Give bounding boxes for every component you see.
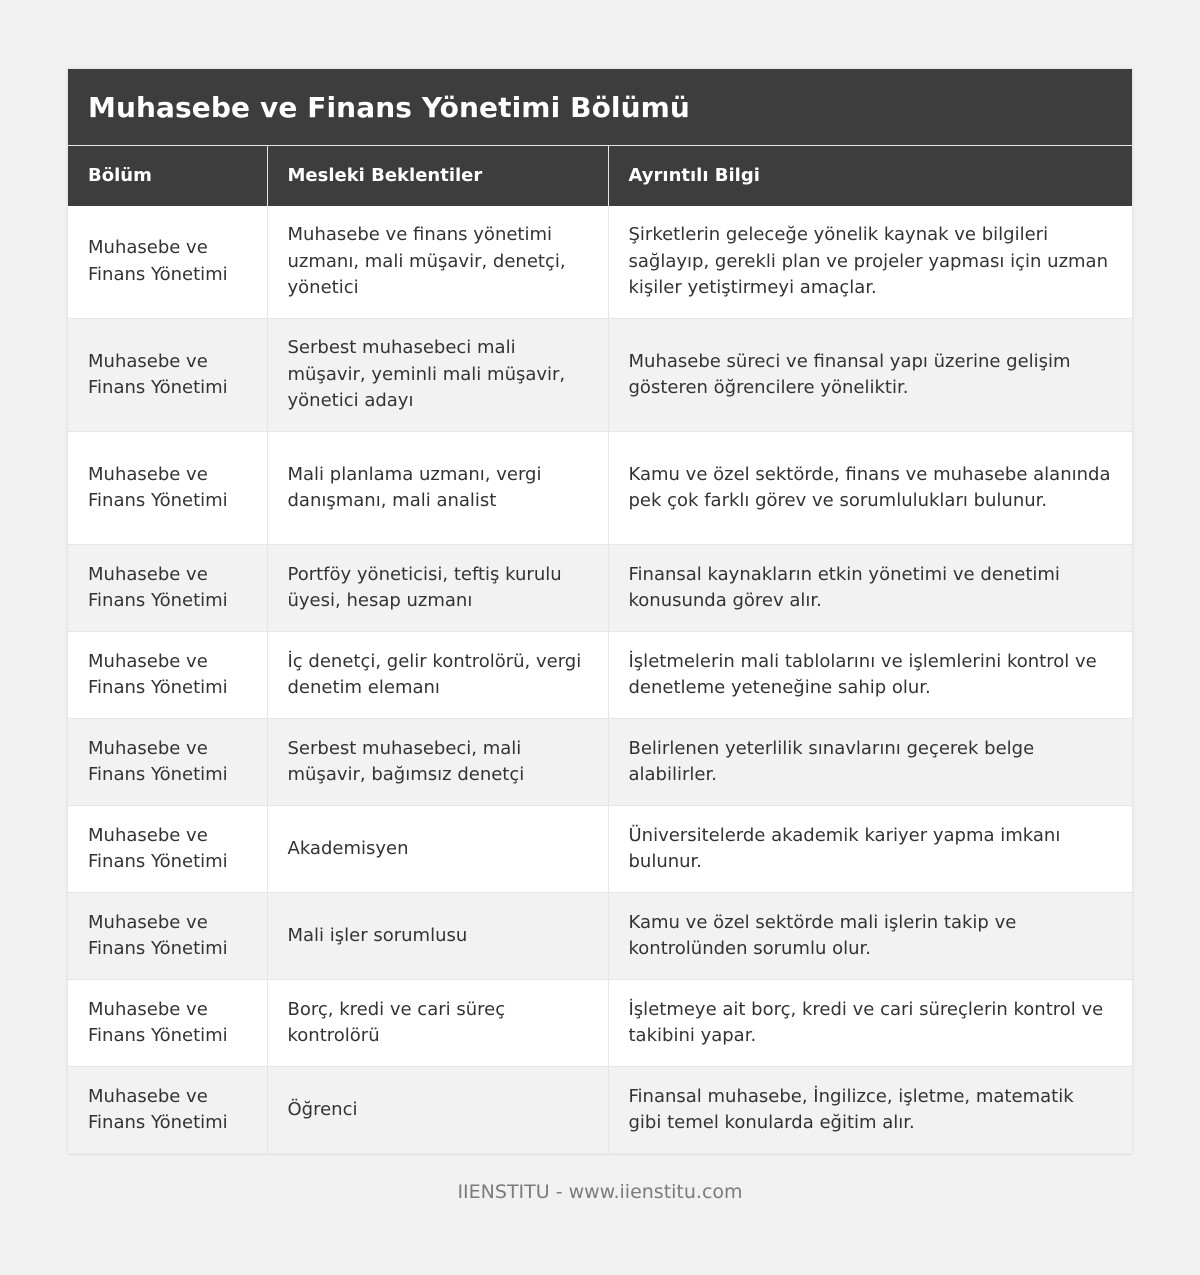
table-row	[68, 893, 1132, 980]
cell-bolum: Muhasebe ve Finans Yönetimi	[68, 319, 267, 432]
cell-bolum: Muhasebe ve Finans Yönetimi	[68, 545, 267, 632]
cell-bolum: Muhasebe ve Finans Yönetimi	[68, 1067, 267, 1154]
cell-beklenti: Öğrenci	[267, 1067, 608, 1154]
table-row	[68, 319, 1132, 432]
table-card	[68, 69, 1132, 1154]
cell-beklenti: Portföy yöneticisi, teftiş kurulu üyesi, hesap uzmanı	[267, 545, 608, 632]
cell-beklenti: İç denetçi, gelir kontrolörü, vergi denetim elemanı	[267, 632, 608, 719]
cell-bolum: Muhasebe ve Finans Yönetimi	[68, 980, 267, 1067]
cell-bilgi: Finansal muhasebe, İngilizce, işletme, matematik gibi temel konularda eğitim alır.	[608, 1067, 1132, 1154]
cell-beklenti: Mali işler sorumlusu	[267, 893, 608, 980]
cell-bilgi: Muhasebe süreci ve finansal yapı üzerine gelişim gösteren öğrencilere yöneliktir.	[608, 319, 1132, 432]
cell-bilgi: Şirketlerin geleceğe yönelik kaynak ve bilgileri sağlayıp, gerekli plan ve projeler yapması için uzman kişiler yetiştirmeyi amaçlar.	[608, 206, 1132, 319]
cell-beklenti: Serbest muhasebeci, mali müşavir, bağımsız denetçi	[267, 719, 608, 806]
table-title: Muhasebe ve Finans Yönetimi Bölümü	[88, 90, 690, 124]
cell-beklenti: Serbest muhasebeci mali müşavir, yeminli mali müşavir, yönetici adayı	[267, 319, 608, 432]
table-row	[68, 806, 1132, 893]
table-row	[68, 1067, 1132, 1154]
table-row	[68, 432, 1132, 545]
table-body	[68, 206, 1132, 1154]
cell-bilgi: Kamu ve özel sektörde, finans ve muhasebe alanında pek çok farklı görev ve sorumlulukları bulunur.	[608, 432, 1132, 545]
cell-bolum: Muhasebe ve Finans Yönetimi	[68, 893, 267, 980]
cell-bilgi: Belirlenen yeterlilik sınavlarını geçerek belge alabilirler.	[608, 719, 1132, 806]
cell-beklenti: Mali planlama uzmanı, vergi danışmanı, mali analist	[267, 432, 608, 545]
table-title-bar	[68, 69, 1132, 145]
cell-bolum: Muhasebe ve Finans Yönetimi	[68, 632, 267, 719]
cell-bolum: Muhasebe ve Finans Yönetimi	[68, 432, 267, 545]
column-header-ayrintili-bilgi: Ayrıntılı Bilgi	[608, 146, 1132, 206]
column-header-bolum: Bölüm	[68, 146, 267, 206]
cell-bolum: Muhasebe ve Finans Yönetimi	[68, 206, 267, 319]
table-row	[68, 980, 1132, 1067]
cell-bolum: Muhasebe ve Finans Yönetimi	[68, 806, 267, 893]
header-row	[68, 146, 1132, 206]
cell-bolum: Muhasebe ve Finans Yönetimi	[68, 719, 267, 806]
cell-bilgi: İşletmeye ait borç, kredi ve cari süreçlerin kontrol ve takibini yapar.	[608, 980, 1132, 1067]
cell-bilgi: Finansal kaynakların etkin yönetimi ve denetimi konusunda görev alır.	[608, 545, 1132, 632]
cell-beklenti: Akademisyen	[267, 806, 608, 893]
cell-beklenti: Borç, kredi ve cari süreç kontrolörü	[267, 980, 608, 1067]
table-row	[68, 719, 1132, 806]
career-table	[68, 145, 1132, 1154]
cell-bilgi: Kamu ve özel sektörde mali işlerin takip ve kontrolünden sorumlu olur.	[608, 893, 1132, 980]
table-row	[68, 206, 1132, 319]
cell-bilgi: İşletmelerin mali tablolarını ve işlemlerini kontrol ve denetleme yeteneğine sahip olur.	[608, 632, 1132, 719]
cell-beklenti: Muhasebe ve finans yönetimi uzmanı, mali müşavir, denetçi, yönetici	[267, 206, 608, 319]
cell-bilgi: Üniversitelerde akademik kariyer yapma imkanı bulunur.	[608, 806, 1132, 893]
footer-credit: IIENSTITU - www.iienstitu.com	[457, 1181, 743, 1203]
table-row	[68, 632, 1132, 719]
column-header-mesleki-beklentiler: Mesleki Beklentiler	[267, 146, 608, 206]
table-header	[68, 146, 1132, 206]
table-row	[68, 545, 1132, 632]
